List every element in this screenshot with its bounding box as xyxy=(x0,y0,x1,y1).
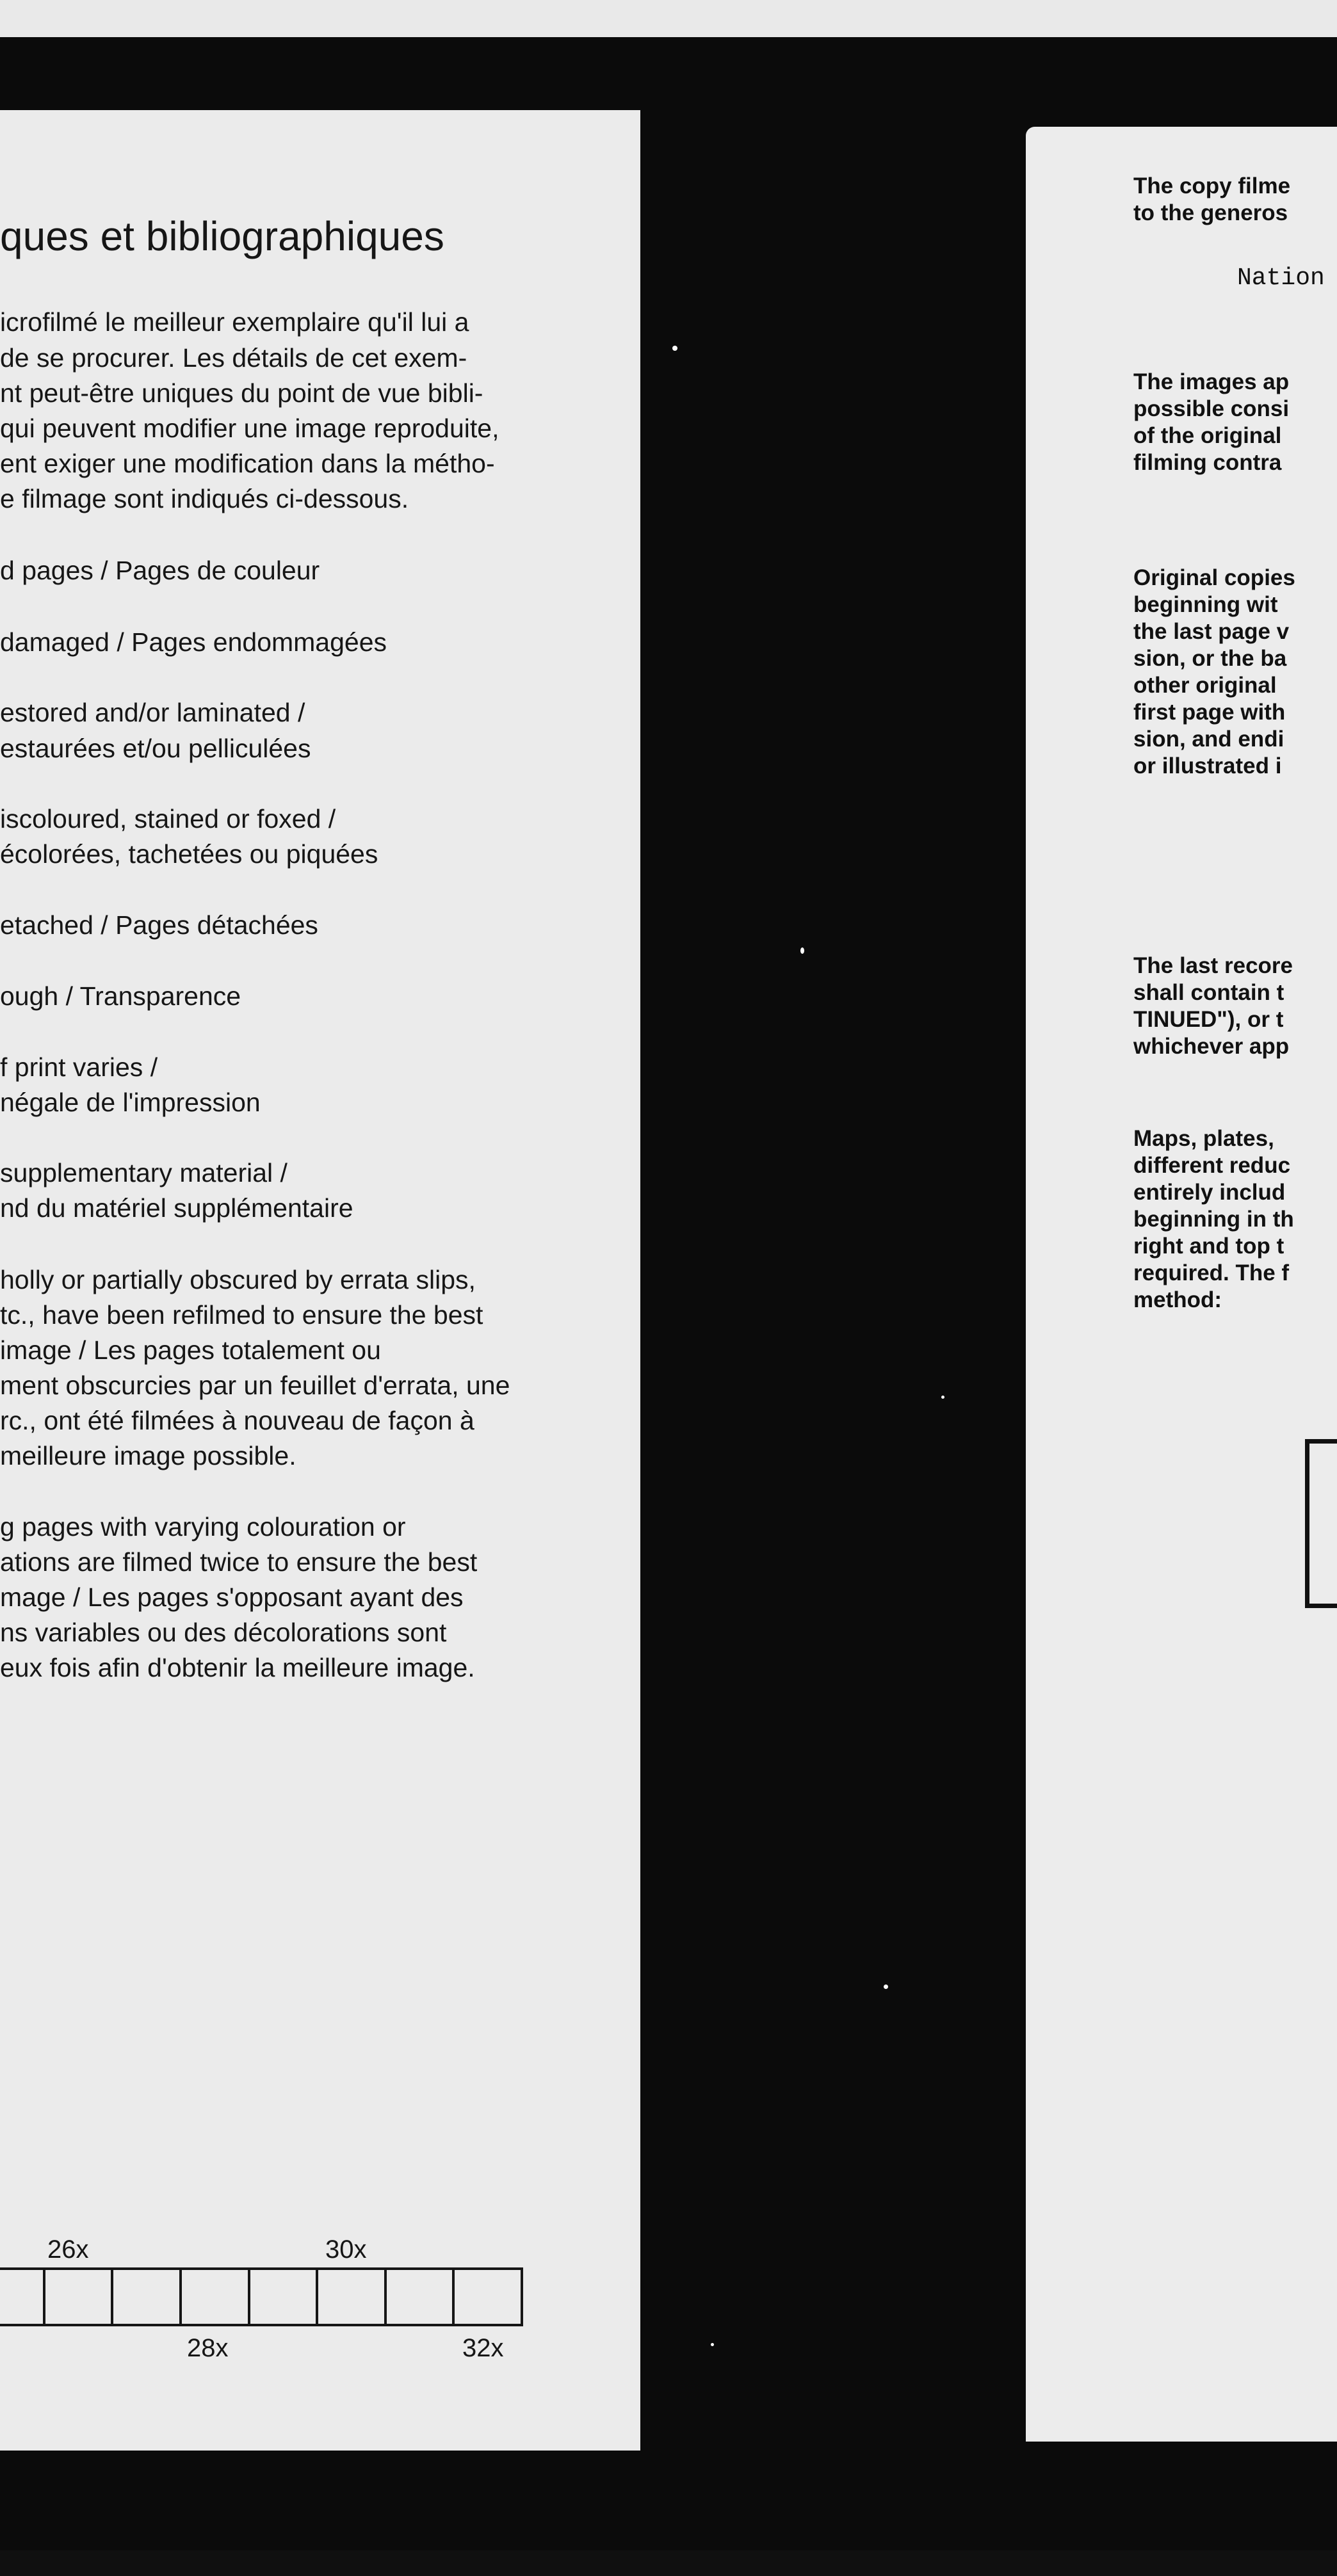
original-copies-line: other original xyxy=(1133,673,1277,698)
last-recorded-line: shall contain t xyxy=(1133,980,1284,1005)
checklist-item: estaurées et/ou pelliculées xyxy=(0,734,311,763)
images-line: possible consi xyxy=(1133,396,1290,421)
scale-cell xyxy=(316,2270,384,2324)
dust-speck xyxy=(800,947,804,954)
errata-line: ment obscurcies par un feuillet d'errata, une xyxy=(0,1371,510,1400)
checklist-item: ough / Transparence xyxy=(0,981,241,1011)
scale-label: 32x xyxy=(462,2334,504,2362)
intro-line: de se procurer. Les détails de cet exem- xyxy=(0,343,467,373)
reduction-scale-bar xyxy=(0,2267,523,2326)
opposing-pages-line: ations are filmed twice to ensure the best xyxy=(0,1547,478,1577)
dust-speck xyxy=(672,346,677,351)
images-line: The images ap xyxy=(1133,369,1290,394)
images-line: filming contra xyxy=(1133,450,1282,475)
scale-cell xyxy=(452,2270,521,2324)
checklist-item: négale de l'impression xyxy=(0,1088,261,1117)
scale-label: 30x xyxy=(325,2235,367,2264)
errata-line: tc., have been refilmed to ensure the best xyxy=(0,1300,483,1330)
maps-plates-line: different reduc xyxy=(1133,1153,1291,1178)
maps-plates-line: required. The f xyxy=(1133,1260,1290,1285)
opposing-pages-line: mage / Les pages s'opposant ayant des xyxy=(0,1582,464,1612)
scale-cell xyxy=(0,2270,43,2324)
checklist-item: supplementary material / xyxy=(0,1158,288,1187)
intro-line: nt peut-être uniques du point de vue bibli- xyxy=(0,378,483,408)
scale-cell xyxy=(248,2270,316,2324)
maps-plates-line: beginning in th xyxy=(1133,1207,1294,1232)
maps-plates-line: Maps, plates, xyxy=(1133,1126,1274,1151)
original-copies-line: sion, and endi xyxy=(1133,727,1284,752)
opposing-pages-line: ns variables ou des décolorations sont xyxy=(0,1618,447,1647)
scale-cell xyxy=(111,2270,179,2324)
copy-filmed-line: The copy filme xyxy=(1133,173,1291,198)
intro-line: e filmage sont indiqués ci-dessous. xyxy=(0,484,409,513)
right-page xyxy=(1026,127,1337,2442)
errata-line: rc., ont été filmées à nouveau de façon à xyxy=(0,1406,474,1435)
original-copies-line: Original copies xyxy=(1133,565,1295,590)
intro-line: ent exiger une modification dans la métho- xyxy=(0,449,495,478)
checklist-item: nd du matériel supplémentaire xyxy=(0,1193,353,1223)
dust-speck xyxy=(941,1396,944,1399)
last-recorded-line: The last recore xyxy=(1133,953,1293,978)
checklist-item: d pages / Pages de couleur xyxy=(0,556,320,585)
maps-plates-line: method: xyxy=(1133,1287,1222,1312)
original-copies-line: sion, or the ba xyxy=(1133,646,1287,671)
dust-speck xyxy=(884,1984,888,1989)
intro-line: icrofilmé le meilleur exemplaire qu'il lui a xyxy=(0,307,469,337)
opposing-pages-line: g pages with varying colouration or xyxy=(0,1512,406,1542)
original-copies-line: beginning wit xyxy=(1133,592,1278,617)
scale-cell xyxy=(43,2270,111,2324)
original-copies-line: or illustrated i xyxy=(1133,753,1282,778)
scale-cell xyxy=(179,2270,248,2324)
institution-name: Nation xyxy=(1237,264,1325,292)
copy-filmed-line: to the generos xyxy=(1133,200,1288,225)
checklist-item: iscoloured, stained or foxed / xyxy=(0,804,336,833)
errata-line: holly or partially obscured by errata slips, xyxy=(0,1265,476,1294)
errata-line: image / Les pages totalement ou xyxy=(0,1335,381,1365)
last-recorded-line: whichever app xyxy=(1133,1034,1290,1059)
scale-cell xyxy=(384,2270,453,2324)
checklist-item: damaged / Pages endommagées xyxy=(0,627,387,657)
maps-plates-line: entirely includ xyxy=(1133,1180,1286,1205)
original-copies-line: the last page v xyxy=(1133,619,1290,644)
page-heading: ques et bibliographiques xyxy=(0,213,444,259)
dust-speck xyxy=(711,2343,714,2346)
intro-line: qui peuvent modifier une image reproduite, xyxy=(0,414,499,443)
original-copies-line: first page with xyxy=(1133,700,1286,725)
scan-top-border xyxy=(0,0,1337,37)
errata-line: meilleure image possible. xyxy=(0,1441,296,1470)
checklist-item: f print varies / xyxy=(0,1052,158,1082)
diagram-frame xyxy=(1305,1439,1337,1608)
maps-plates-line: right and top t xyxy=(1133,1234,1284,1259)
left-page xyxy=(0,110,640,2451)
scale-label: 26x xyxy=(47,2235,89,2264)
last-recorded-line: TINUED"), or t xyxy=(1133,1007,1284,1032)
scale-label: 28x xyxy=(187,2334,229,2362)
scan-bottom-border xyxy=(0,2550,1337,2576)
opposing-pages-line: eux fois afin d'obtenir la meilleure image. xyxy=(0,1653,475,1682)
checklist-item: estored and/or laminated / xyxy=(0,698,305,727)
images-line: of the original xyxy=(1133,423,1282,448)
checklist-item: etached / Pages détachées xyxy=(0,910,318,940)
checklist-item: écolorées, tachetées ou piquées xyxy=(0,839,378,869)
